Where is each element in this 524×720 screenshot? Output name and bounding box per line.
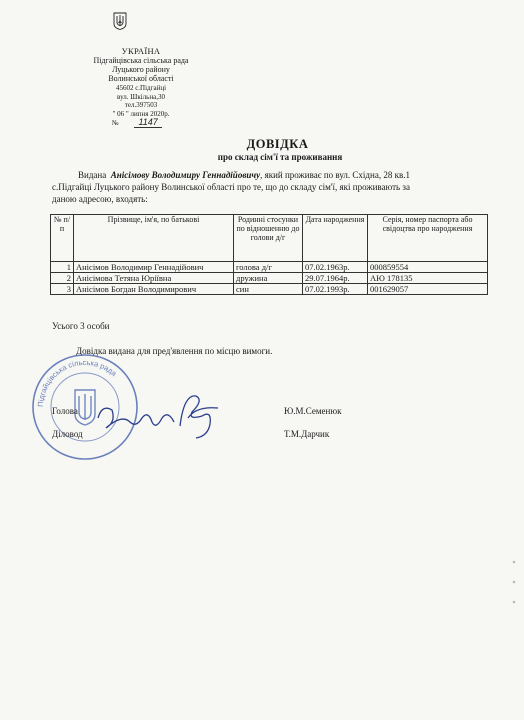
- header-document: Серія, номер паспорта або свідоцтва про народження: [368, 215, 488, 262]
- header-country: УКРАЇНА: [121, 46, 161, 56]
- total-persons: Усього 3 особи: [52, 321, 110, 331]
- family-table: [50, 214, 488, 295]
- intro-person: Анісімову Володимиру Геннадійовичу: [110, 170, 261, 180]
- cell-document: 001629057: [368, 284, 488, 295]
- table-row: [51, 284, 488, 295]
- cell-name: Анісімова Тетяна Юріївна: [74, 273, 234, 284]
- cell-birthdate: 29.07.1964р.: [303, 273, 368, 284]
- cell-relation: голова д/г: [234, 262, 303, 273]
- header-date: " 06 " липня 2020р.: [112, 110, 170, 118]
- header-street: вул. Шкільна,30: [117, 93, 165, 101]
- purpose-statement: Довідка видана для пред'явлення по місцю вимоги.: [76, 346, 273, 356]
- intro-line1-rest: , який проживає по вул. Східна, 28 кв.1: [260, 170, 410, 180]
- stamp-text: Підгайцівська сільська рада: [35, 357, 119, 408]
- clerk-label: Діловод: [52, 429, 83, 439]
- intro-line-3: даною адресою, входять:: [52, 194, 148, 204]
- intro-prefix: Видана: [78, 170, 107, 180]
- cell-birthdate: 07.02.1963р.: [303, 262, 368, 273]
- header-number-label: №: [112, 119, 119, 127]
- table-row: [51, 262, 488, 273]
- head-label: Голова: [52, 406, 78, 416]
- header-birthdate: Дата народження: [303, 215, 368, 262]
- handwritten-signature: [92, 388, 230, 444]
- cell-document: АЮ 178135: [368, 273, 488, 284]
- cell-num: 2: [51, 273, 74, 284]
- cell-name: Анісімов Богдан Володимирович: [74, 284, 234, 295]
- table-header-row: [51, 215, 488, 262]
- intro-line-1: [78, 170, 410, 180]
- intro-line-2: с.Підгайці Луцького району Волинської області про те, що до складу сім'ї, які проживають за: [52, 182, 410, 192]
- header-district: Луцького району: [112, 65, 170, 74]
- trident-emblem-icon: [113, 12, 127, 30]
- document-subtitle: про склад сім'ї та проживання: [217, 152, 343, 162]
- header-num: № п/п: [51, 215, 74, 262]
- document-title: ДОВІДКА: [246, 137, 309, 151]
- header-number-value: 1147: [134, 117, 161, 128]
- clerk-name: Т.М.Дарчик: [284, 429, 330, 439]
- table-row: [51, 273, 488, 284]
- header-phone: тел.397503: [124, 101, 158, 109]
- header-address: 45602 с.Підгайці: [115, 84, 167, 92]
- binder-holes-icon: [511, 556, 517, 616]
- header-number: [112, 118, 202, 129]
- header-name: Прізвище, ім'я, по батькові: [74, 215, 234, 262]
- header-council: Підгайцівська сільська рада: [93, 56, 189, 65]
- header-relation: Родинні стосунки по відношенню до голови д/г: [234, 215, 303, 262]
- head-name: Ю.М.Семенюк: [284, 406, 342, 416]
- cell-birthdate: 07.02.1993р.: [303, 284, 368, 295]
- cell-relation: син: [234, 284, 303, 295]
- cell-document: 000859554: [368, 262, 488, 273]
- cell-num: 3: [51, 284, 74, 295]
- cell-name: Анісімов Володимир Геннадійович: [74, 262, 234, 273]
- cell-num: 1: [51, 262, 74, 273]
- header-region: Волинської області: [108, 74, 174, 83]
- cell-relation: дружина: [234, 273, 303, 284]
